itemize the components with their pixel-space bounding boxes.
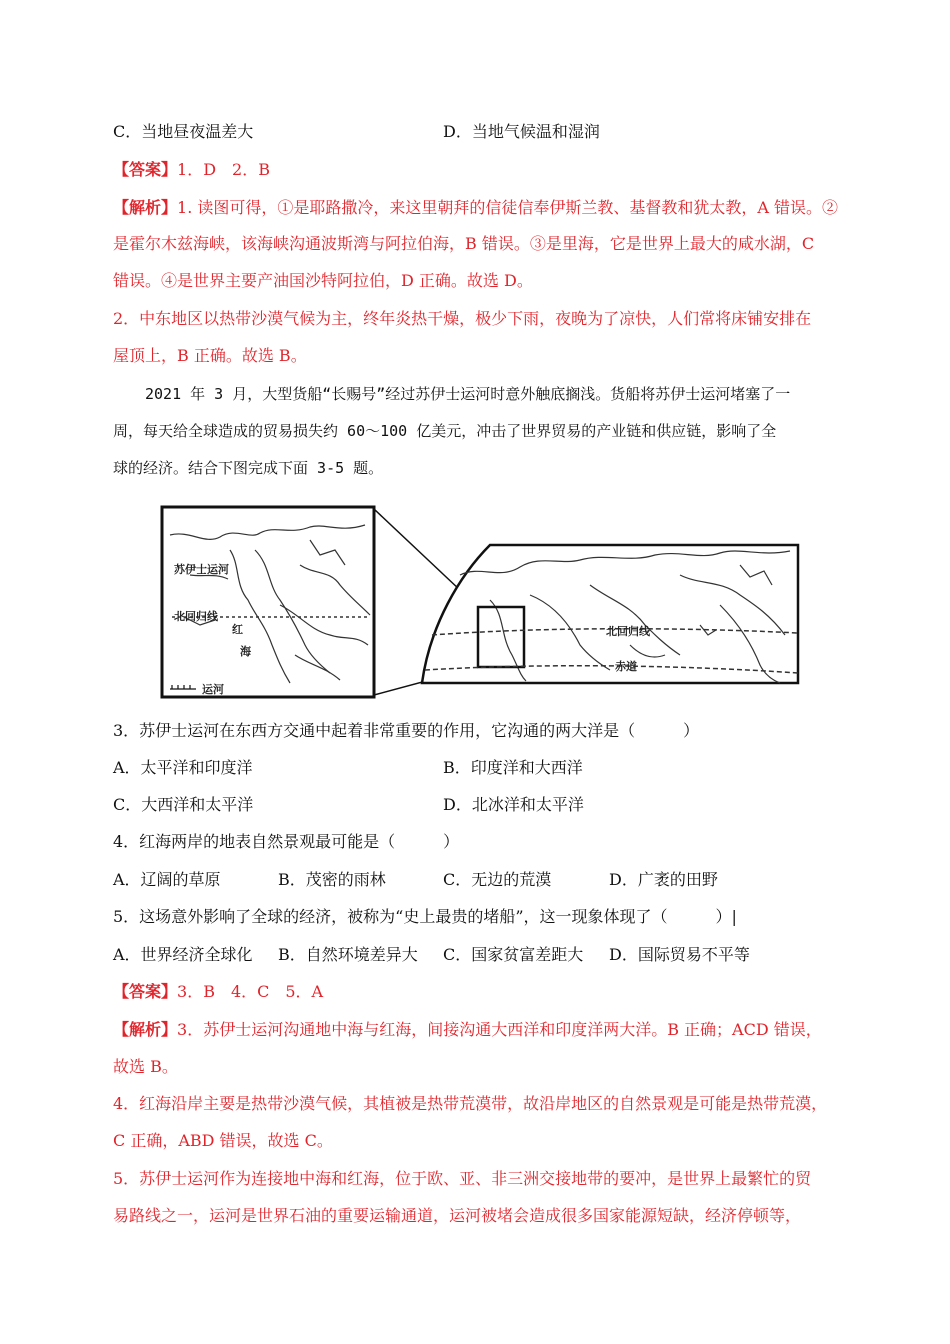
- q5-option-b: B．自然环境差异大: [278, 945, 418, 964]
- q5-option-d: D．国际贸易不平等: [609, 945, 750, 964]
- analysis-line: 易路线之一，运河是世界石油的重要运输通道，运河被堵会造成很多国家能源短缺，经济停顿等，: [113, 1206, 802, 1225]
- analysis-line: 【解析】1. 读图可得，①是耶路撒冷，来这里朝拜的信徒信奉伊斯兰教、基督教和犹太教，A 错误。②: [113, 198, 839, 217]
- answer-text: 3．B 4．C 5．A: [177, 982, 324, 1001]
- answer-text: 1．D 2．B: [177, 160, 270, 179]
- analysis-line: 2．中东地区以热带沙漠气候为主，终年炎热干燥，极少下雨，夜晚为了凉快，人们常将床铺安排在: [113, 309, 812, 328]
- answer-label: 【答案】: [113, 160, 178, 179]
- q4-option-c: C．无边的荒漠: [443, 870, 552, 889]
- q5-option-c: C．国家贫富差距大: [443, 945, 584, 964]
- answer-block-1: [113, 160, 270, 180]
- analysis-label: 【解析】: [113, 198, 178, 217]
- q3-stem: 3．苏伊士运河在东西方交通中起着非常重要的作用，它沟通的两大洋是（ ）: [113, 721, 700, 740]
- suez-canal-map: [160, 505, 800, 700]
- analysis-line: 屋顶上，B 正确。故选 B。: [113, 346, 307, 365]
- q2-option-c: C．当地昼夜温差大: [113, 122, 254, 141]
- analysis-line: 是霍尔木兹海峡，该海峡沟通波斯湾与阿拉伯海，B 错误。③是里海，它是世界上最大的咸水湖，C: [113, 234, 815, 253]
- analysis-line: 【解析】3．苏伊士运河沟通地中海与红海，间接沟通大西洋和印度洋两大洋。B 正确；ACD 错误，: [113, 1020, 822, 1039]
- q4-option-d: D．广袤的田野: [609, 870, 718, 889]
- q5-option-a: A．世界经济全球化: [113, 945, 253, 964]
- q5-stem: 5．这场意外影响了全球的经济，被称为“史上最贵的堵船”，这一现象体现了（ ）|: [113, 907, 737, 926]
- q4-option-a: A．辽阔的草原: [113, 870, 221, 889]
- q3-option-a: A．太平洋和印度洋: [113, 758, 253, 777]
- label-world-equator: 赤道: [615, 660, 637, 673]
- analysis-label: 【解析】: [113, 1020, 178, 1039]
- q3-option-c: C．大西洋和太平洋: [113, 795, 254, 814]
- analysis-line: 错误。④是世界主要产油国沙特阿拉伯，D 正确。故选 D。: [113, 271, 533, 290]
- passage-line: 2021 年 3 月，大型货船“长赐号”经过苏伊士运河时意外触底搁浅。货船将苏伊士运河堵塞了一: [145, 385, 791, 403]
- analysis-line: 故选 B。: [113, 1057, 178, 1076]
- label-suez-canal: 苏伊士运河: [174, 563, 229, 576]
- answer-label: 【答案】: [113, 982, 178, 1001]
- passage-line: 球的经济。结合下图完成下面 3-5 题。: [113, 459, 384, 477]
- label-legend-canal: 运河: [202, 683, 224, 696]
- label-world-tropic: 北回归线: [606, 625, 650, 638]
- inset-map-frame: [162, 507, 374, 697]
- analysis-line: 4．红海沿岸主要是热带沙漠气候，其植被是热带荒漠带，故沿岸地区的自然景观是可能是热带荒漠，: [113, 1094, 828, 1113]
- label-inset-tropic: 北回归线: [174, 610, 218, 623]
- analysis-line: 5．苏伊士运河作为连接地中海和红海，位于欧、亚、非三洲交接地带的要冲，是世界上最繁忙的贸: [113, 1169, 812, 1188]
- q3-option-d: D．北冰洋和太平洋: [443, 795, 584, 814]
- answer-block-2: [113, 982, 323, 1002]
- label-red-sea-1: 红: [232, 623, 243, 636]
- q3-option-b: B．印度洋和大西洋: [443, 758, 583, 777]
- analysis-line: C 正确，ABD 错误，故选 C。: [113, 1131, 333, 1150]
- q4-option-b: B．茂密的雨林: [278, 870, 386, 889]
- q2-option-d: D．当地气候温和湿润: [443, 122, 600, 141]
- label-red-sea-2: 海: [240, 645, 251, 658]
- q4-stem: 4．红海两岸的地表自然景观最可能是（ ）: [113, 832, 460, 851]
- passage-line: 周，每天给全球造成的贸易损失约 60～100 亿美元，冲击了世界贸易的产业链和供应链，影响了全: [113, 422, 777, 440]
